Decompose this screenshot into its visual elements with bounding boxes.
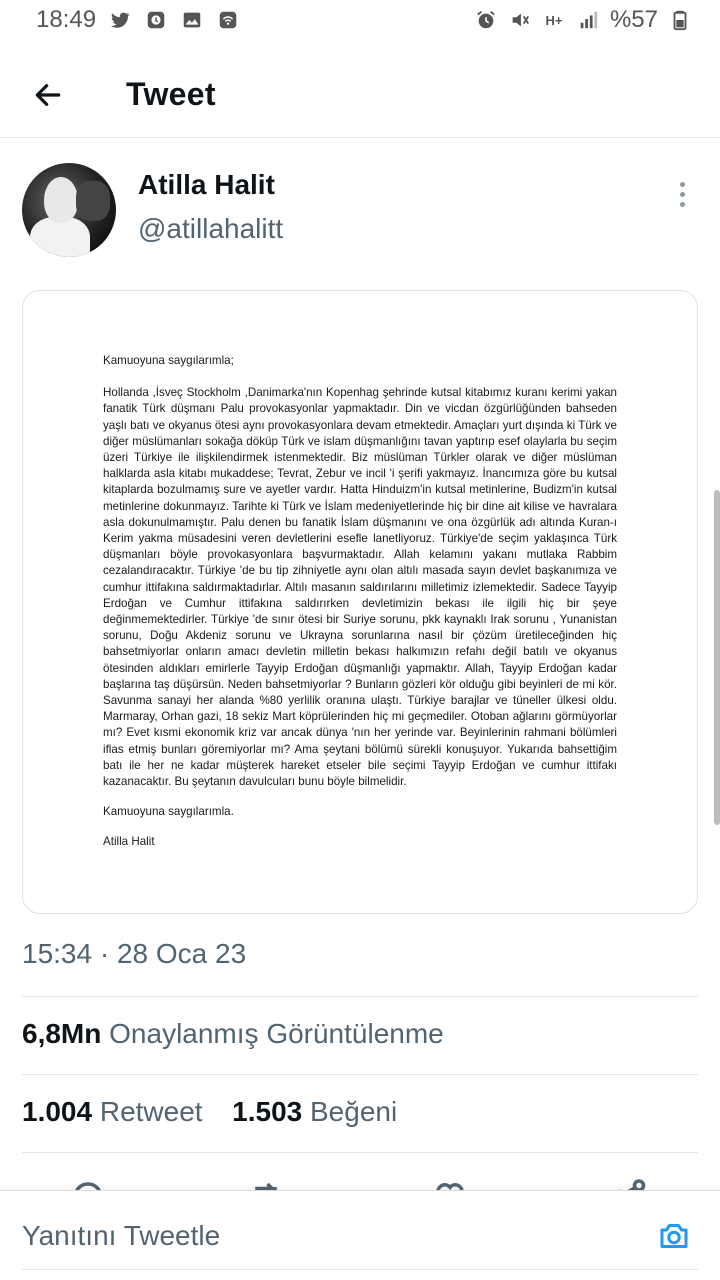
camera-icon (656, 1218, 692, 1254)
more-options-button[interactable] (662, 174, 702, 214)
back-button[interactable] (18, 65, 78, 125)
retweets-stat[interactable] (22, 1096, 210, 1127)
avatar[interactable] (22, 163, 116, 257)
status-time: 18:49 (36, 6, 97, 33)
author-name[interactable]: Atilla Halit (138, 169, 275, 200)
views-label: Onaylanmış Görüntülenme (109, 1018, 444, 1049)
status-bar (0, 0, 720, 40)
scrollbar[interactable] (714, 490, 720, 825)
arrow-left-icon (32, 79, 64, 111)
battery-percent: %57 (609, 6, 658, 33)
tweet-timestamp[interactable]: 15:34 · 28 Oca 23 (22, 938, 247, 969)
page-title: Tweet (126, 76, 216, 112)
gallery-icon (180, 8, 204, 32)
author-handle[interactable]: @atillahalitt (138, 213, 284, 244)
clock-notification-icon (144, 8, 168, 32)
views-stat[interactable] (22, 1018, 444, 1050)
likes-label: Beğeni (310, 1096, 398, 1127)
battery-icon (668, 8, 692, 32)
document-closing: Kamuoyuna saygılarımla. (103, 805, 234, 819)
tweet-media-image[interactable] (22, 290, 698, 914)
twitter-icon (108, 8, 132, 32)
mute-icon (508, 8, 532, 32)
document-image (103, 353, 617, 851)
divider (22, 1074, 698, 1075)
wifi-call-icon (216, 8, 240, 32)
document-greeting: Kamuoyuna saygılarımla; (103, 354, 234, 367)
camera-button[interactable] (646, 1208, 702, 1264)
retweets-label: Retweet (99, 1096, 203, 1127)
likes-count: 1.503 (232, 1096, 303, 1127)
document-body: Hollanda ,İsveç Stockholm ,Danimarka'nın Kopenhag şehrinde kutsal kitabımız kuranı kerimi yakan fanatik Türk düşmanı Palu provokasyonlar yapmaktadır. Din ve vicdan özgürlüğünden bahseden yaşlı batı ve okyanus ötesi aynı provokasyonlara devam etmektedir. Amaçları yurt dışında ki Türk ve diğer müslümanları sokağa döküp Türk ve islam düşmanlığını tavan yaptırıp esef olaylarla bu seçim üzeri Türkiye ile ilişkilendirmek istenmektedir. Biz müslüman Türkler olarak ve diğer müslüman halklarda asla kitabı mukaddese; Tevrat, Zebur ve incil 'i şerifi yakmayız. İnancımıza göre bu kutsal kitaplarda bozulmamış sure ve ayetler vardır. Hatta Hinduizm'in kutsal metinlerine, Budizm'in kutsal metinlerine dokunmayız. Tarihte ki Türk ve İslam medeniyetlerinde hiç bir dine ait kilise ve havralara asla dokunulmamıştır. Palu denen bu fanatik İslam düşmanını ve ona özgürlük adı altında Kuran-ı Kerim yakma müsadesini veren devletlerini esefle lanetliyoruz. Türkiye'de seçim yaklaşınca Türk düşmanları böyle provokasyonlara başvurmaktadır. Allah kelamını yakanı mutlaka Rabbim cezalandıracaktır. Türkiye 'de bu tip zihniyetle aynı olan altılı masada sayın devlet başkanımıza ve cumhur ittifakına saldırmaktadırlar. Altılı masanın saldırılarını milletimiz izlemektedir. Sadece Tayyip Erdoğan ve Cumhur ittifakına saldırırken devletimizin bekası ile ilgili hiç bir şeye değinmemektedirler. Türkiye 'de sınır ötesi bir Suriye sorunu, pkk kaynaklı Irak sorunu , Yunanistan sorunu, Doğu Akdeniz sorunu ve Ukrayna sorunlarına nasıl bir çözüm üretileceğinden hiç bahsetmiyorlar onların amacı devletin milletin bekası halkımızın refahı değil batılı ve okyanus ötesinden aldıkları emirlerle Tayyip Erdoğan düşmanlığı yapmaktır. Allah, Tayyip Erdoğan kadar başlarına taş düşürsün. Neden bahsetmiyorlar ? Bunların gözleri kör olduğu gibi beyinleri de mi kör. Savunma sanayi her alanda %80 yerlilik oranına ulaştı. Türkiye barajlar ve tüneller ülkesi oldu. Marmaray, Orhan gazi, 18 sekiz Mart köprülerinden hiç mi geçmediler. Otoban ağlarını görmüyorlar mı? Evet kısmi ekonomik kriz var ancak dünya 'nın her yerinde var. Beyinlerinin rahmani bölümleri iflas etmiş bunları göremiyorlar mı? Ama şeytani bölümü sürekli konuşuyor. Yukarıda bahsettiğim batı ile her ne kadar müşterek hareket etseler bile seçimi Tayyip Erdoğan ve cumhur ittifakı kazanacaktır. Bu şeytanın davulcuları bunu böyle bilmelidir. (103, 386, 617, 789)
signal-icon (576, 8, 600, 32)
reply-underline (22, 1269, 698, 1270)
likes-stat[interactable] (232, 1096, 397, 1127)
document-signature: Atilla Halit (103, 835, 155, 849)
alarm-icon (474, 8, 498, 32)
reply-bar (0, 1190, 720, 1280)
tweet-author (22, 160, 702, 260)
network-type-icon: H+ (545, 12, 563, 28)
divider (22, 1152, 698, 1153)
top-app-bar (0, 52, 720, 138)
views-count: 6,8Mn (22, 1018, 102, 1049)
engagement-stats (22, 1096, 397, 1128)
divider (22, 996, 698, 997)
more-vertical-icon (680, 182, 685, 187)
retweets-count: 1.004 (22, 1096, 93, 1127)
reply-input[interactable]: Yanıtını Tweetle (22, 1219, 221, 1251)
